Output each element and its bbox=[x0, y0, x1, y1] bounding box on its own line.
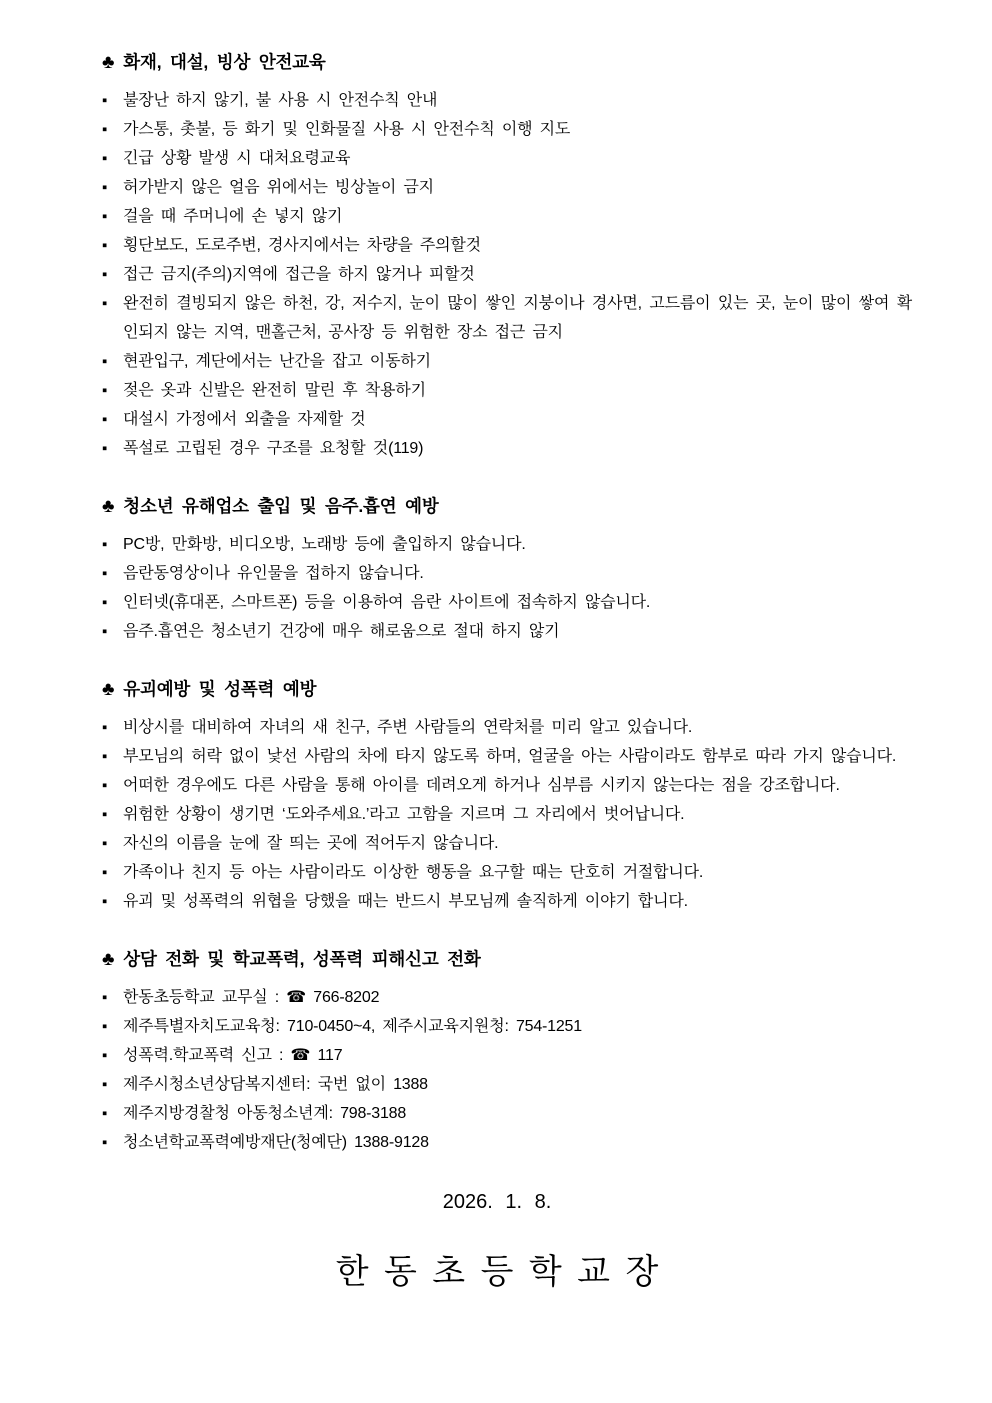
square-bullet-icon: ▪ bbox=[102, 1134, 108, 1151]
square-bullet-icon: ▪ bbox=[102, 893, 108, 910]
list-item bbox=[102, 115, 912, 144]
notice-section bbox=[102, 494, 912, 646]
square-bullet-icon: ▪ bbox=[102, 623, 108, 640]
square-bullet-icon: ▪ bbox=[102, 835, 108, 852]
list-item-text: 접근 금지(주의)지역에 접근을 하지 않거나 피할것 bbox=[123, 266, 475, 283]
list-item bbox=[102, 800, 912, 829]
square-bullet-icon: ▪ bbox=[102, 382, 108, 399]
square-bullet-icon: ▪ bbox=[102, 806, 108, 823]
list-item bbox=[102, 713, 912, 742]
list-item-text: 현관입구, 계단에서는 난간을 잡고 이동하기 bbox=[123, 353, 431, 370]
section-item-list bbox=[102, 713, 912, 916]
list-item bbox=[102, 86, 912, 115]
section-item-list bbox=[102, 530, 912, 646]
square-bullet-icon: ▪ bbox=[102, 440, 108, 457]
square-bullet-icon: ▪ bbox=[102, 353, 108, 370]
square-bullet-icon: ▪ bbox=[102, 150, 108, 167]
list-item bbox=[102, 742, 912, 771]
list-item bbox=[102, 1041, 912, 1070]
square-bullet-icon: ▪ bbox=[102, 121, 108, 138]
list-item-text: 제주지방경찰청 아동청소년계: 798-3188 bbox=[123, 1105, 407, 1122]
list-item-text: 허가받지 않은 얼음 위에서는 빙상놀이 금지 bbox=[123, 179, 434, 196]
list-item bbox=[102, 1128, 912, 1157]
list-item-text: 위험한 상황이 생기면 ‘도와주세요.’라고 고함을 지르며 그 자리에서 벗어납니다. bbox=[123, 806, 685, 823]
list-item bbox=[102, 231, 912, 260]
square-bullet-icon: ▪ bbox=[102, 989, 108, 1006]
section-header bbox=[102, 947, 912, 972]
square-bullet-icon: ▪ bbox=[102, 208, 108, 225]
list-item-text: 청소년학교폭력예방재단(청예단) 1388-9128 bbox=[123, 1134, 429, 1151]
square-bullet-icon: ▪ bbox=[102, 777, 108, 794]
document-body bbox=[102, 50, 912, 1157]
section-item-list bbox=[102, 86, 912, 463]
section-title: 청소년 유해업소 출입 및 음주.흡연 예방 bbox=[123, 496, 439, 516]
square-bullet-icon: ▪ bbox=[102, 1018, 108, 1035]
list-item-text: 인터넷(휴대폰, 스마트폰) 등을 이용하여 음란 사이트에 접속하지 않습니다. bbox=[123, 594, 651, 611]
list-item bbox=[102, 260, 912, 289]
list-item bbox=[102, 376, 912, 405]
list-item-text: 제주시청소년상담복지센터: 국번 없이 1388 bbox=[123, 1076, 428, 1093]
section-item-list bbox=[102, 983, 912, 1157]
document-date: 2026. 1. 8. bbox=[442, 1191, 552, 1213]
list-item bbox=[102, 858, 912, 887]
list-item bbox=[102, 559, 912, 588]
list-item bbox=[102, 983, 912, 1012]
square-bullet-icon: ▪ bbox=[102, 237, 108, 254]
notice-section bbox=[102, 677, 912, 916]
list-item-text: 음주.흡연은 청소년기 건강에 매우 해로움으로 절대 하지 않기 bbox=[123, 623, 560, 640]
list-item bbox=[102, 434, 912, 463]
square-bullet-icon: ▪ bbox=[102, 92, 108, 109]
list-item-text: 젖은 옷과 신발은 완전히 말린 후 착용하기 bbox=[123, 382, 426, 399]
list-item-text: 어떠한 경우에도 다른 사람을 통해 아이를 데려오게 하거나 심부름 시키지 않는다는 점을 강조합니다. bbox=[123, 777, 840, 794]
list-item-text: 완전히 결빙되지 않은 하천, 강, 저수지, 눈이 많이 쌓인 지붕이나 경사면, 고드름이 있는 곳, 눈이 많이 쌓여 확인되지 않는 지역, 맨홀근처, 공사장 등 위험한 장소 접근 금지 bbox=[123, 295, 912, 341]
list-item bbox=[102, 1099, 912, 1128]
square-bullet-icon: ▪ bbox=[102, 748, 108, 765]
list-item-text: 긴급 상황 발생 시 대처요령교육 bbox=[123, 150, 351, 167]
list-item-text: 횡단보도, 도로주변, 경사지에서는 차량을 주의할것 bbox=[123, 237, 481, 254]
square-bullet-icon: ▪ bbox=[102, 536, 108, 553]
list-item-text: PC방, 만화방, 비디오방, 노래방 등에 출입하지 않습니다. bbox=[123, 536, 526, 553]
list-item-text: 불장난 하지 않기, 불 사용 시 안전수칙 안내 bbox=[123, 92, 438, 109]
list-item-text: 폭설로 고립된 경우 구조를 요청할 것(119) bbox=[123, 440, 424, 457]
list-item-text: 걸을 때 주머니에 손 넣지 않기 bbox=[123, 208, 343, 225]
list-item bbox=[102, 144, 912, 173]
list-item bbox=[102, 617, 912, 646]
list-item-text: 가족이나 친지 등 아는 사람이라도 이상한 행동을 요구할 때는 단호히 거절합니다. bbox=[123, 864, 704, 881]
square-bullet-icon: ▪ bbox=[102, 864, 108, 881]
list-item bbox=[102, 202, 912, 231]
list-item-text: 유괴 및 성폭력의 위협을 당했을 때는 반드시 부모님께 솔직하게 이야기 합니다. bbox=[123, 893, 688, 910]
list-item-text: 제주특별자치도교육청: 710-0450~4, 제주시교육지원청: 754-1251 bbox=[123, 1018, 582, 1035]
notice-section bbox=[102, 50, 912, 463]
square-bullet-icon: ▪ bbox=[102, 411, 108, 428]
club-bullet-icon: ♣ bbox=[102, 949, 115, 970]
square-bullet-icon: ▪ bbox=[102, 719, 108, 736]
square-bullet-icon: ▪ bbox=[102, 266, 108, 283]
list-item-text: 한동초등학교 교무실 : ☎ 766-8202 bbox=[123, 989, 380, 1006]
square-bullet-icon: ▪ bbox=[102, 295, 108, 312]
list-item-text: 비상시를 대비하여 자녀의 새 친구, 주변 사람들의 연락처를 미리 알고 있습니다. bbox=[123, 719, 693, 736]
list-item bbox=[102, 829, 912, 858]
list-item-text: 가스통, 촛불, 등 화기 및 인화물질 사용 시 안전수칙 이행 지도 bbox=[123, 121, 571, 138]
list-item-text: 음란동영상이나 유인물을 접하지 않습니다. bbox=[123, 565, 424, 582]
list-item bbox=[102, 405, 912, 434]
square-bullet-icon: ▪ bbox=[102, 594, 108, 611]
list-item bbox=[102, 771, 912, 800]
section-title: 상담 전화 및 학교폭력, 성폭력 피해신고 전화 bbox=[123, 949, 481, 969]
club-bullet-icon: ♣ bbox=[102, 52, 115, 73]
list-item bbox=[102, 588, 912, 617]
list-item bbox=[102, 530, 912, 559]
list-item bbox=[102, 347, 912, 376]
club-bullet-icon: ♣ bbox=[102, 679, 115, 700]
signature-principal: 한 동 초 등 학 교 장 bbox=[335, 1253, 659, 1291]
square-bullet-icon: ▪ bbox=[102, 1105, 108, 1122]
club-bullet-icon: ♣ bbox=[102, 496, 115, 517]
list-item bbox=[102, 1012, 912, 1041]
square-bullet-icon: ▪ bbox=[102, 1047, 108, 1064]
section-title: 유괴예방 및 성폭력 예방 bbox=[123, 679, 317, 699]
list-item bbox=[102, 173, 912, 202]
section-header bbox=[102, 50, 912, 75]
list-item bbox=[102, 289, 912, 347]
list-item bbox=[102, 1070, 912, 1099]
list-item-text: 자신의 이름을 눈에 잘 띄는 곳에 적어두지 않습니다. bbox=[123, 835, 499, 852]
list-item-text: 대설시 가정에서 외출을 자제할 것 bbox=[123, 411, 366, 428]
section-title: 화재, 대설, 빙상 안전교육 bbox=[123, 52, 326, 72]
notice-section bbox=[102, 947, 912, 1157]
square-bullet-icon: ▪ bbox=[102, 565, 108, 582]
square-bullet-icon: ▪ bbox=[102, 1076, 108, 1093]
section-header bbox=[102, 494, 912, 519]
list-item bbox=[102, 887, 912, 916]
list-item-text: 성폭력.학교폭력 신고 : ☎ 117 bbox=[123, 1047, 343, 1064]
square-bullet-icon: ▪ bbox=[102, 179, 108, 196]
list-item-text: 부모님의 허락 없이 낯선 사람의 차에 타지 않도록 하며, 얼굴을 아는 사람이라도 함부로 따라 가지 않습니다. bbox=[123, 748, 897, 765]
section-header bbox=[102, 677, 912, 702]
